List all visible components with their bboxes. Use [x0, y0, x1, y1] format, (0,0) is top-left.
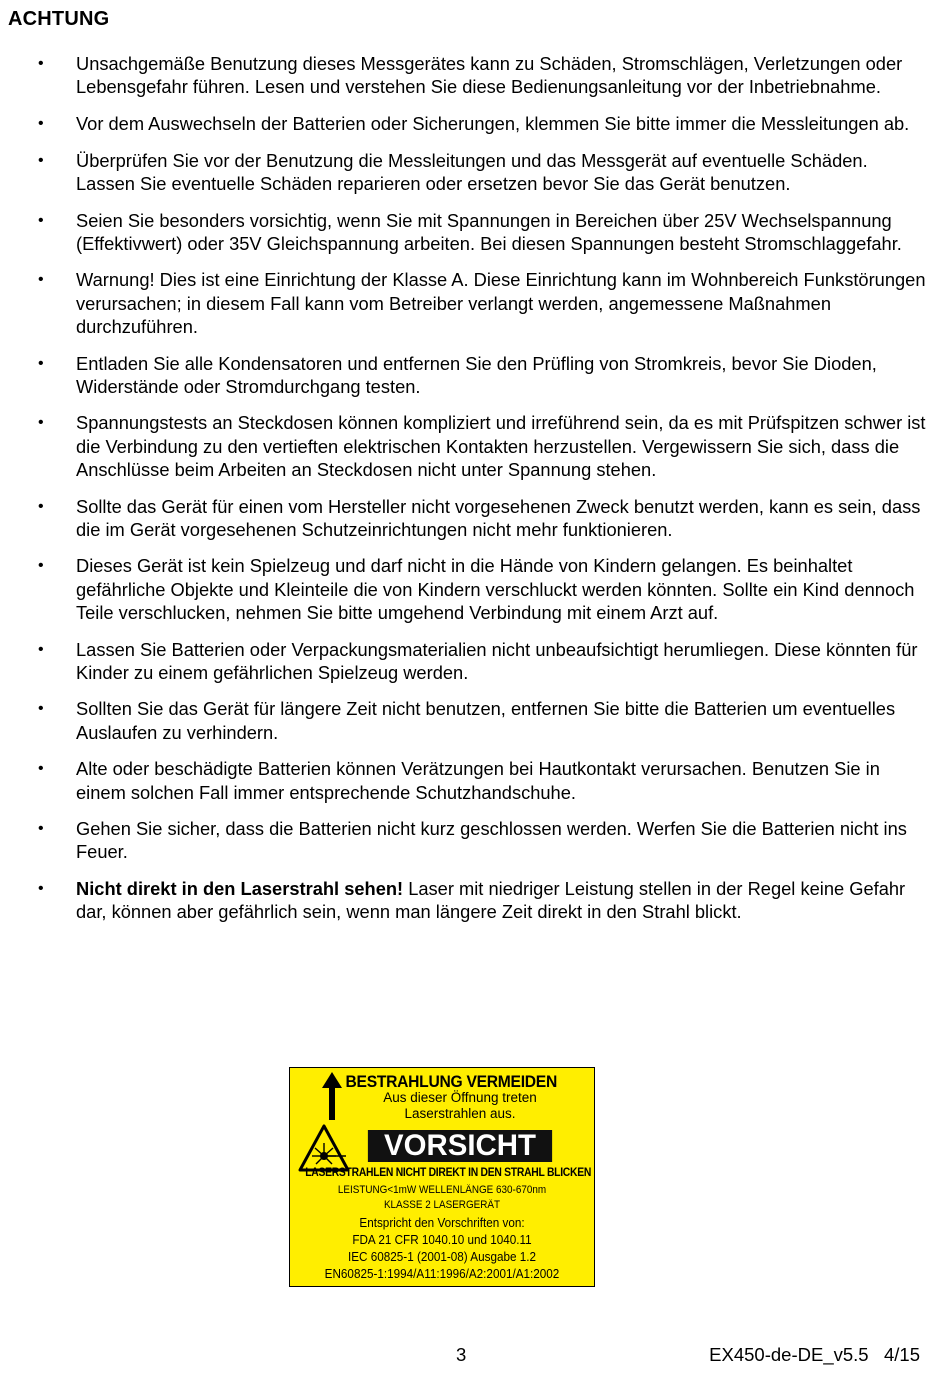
item-text: Laser mit niedriger Leistung stellen in der Regel keine Gefahr dar, können aber gefährlich sein, wenn man längere Zeit direkt in den Strahl blickt. [76, 878, 906, 923]
bullet-icon: • [38, 151, 44, 169]
label-subtitle [360, 1090, 560, 1122]
list-item [38, 638, 928, 684]
list-item [38, 877, 928, 923]
document-id: EX450-de-DE_v5.5 4/15 [709, 1344, 920, 1365]
list-item [38, 209, 928, 255]
label-warning-line: LASERSTRAHLEN NICHT DIREKT IN DEN STRAHL BLICKEN [305, 1167, 592, 1179]
list-item [38, 149, 928, 195]
item-text: Sollten Sie das Gerät für längere Zeit nicht benutzen, entfernen Sie bitte die Batterien um eventuelles Auslaufen zu verhindern. [76, 698, 896, 743]
bullet-icon: • [38, 880, 44, 898]
item-text: Entladen Sie alle Kondensatoren und entfernen Sie den Prüfling von Stromkreis, bevor Sie Dioden, Widerstände oder Stromdurchgang testen. [76, 352, 877, 397]
label-sub-line: Aus dieser Öffnung treten [383, 1090, 537, 1105]
item-text: Sollte das Gerät für einen vom Hersteller nicht vorgesehenen Zweck benutzt werden, kann es sein, dass die im Gerät vorgesehenen Schutzeinrichtungen nicht mehr funktionieren. [76, 495, 921, 540]
list-item [38, 352, 928, 398]
bullet-icon: • [38, 497, 44, 515]
item-text: Überprüfen Sie vor der Benutzung die Messleitungen und das Messgerät auf eventuelle Schäden. Lassen Sie eventuelle Schäden reparieren oder ersetzen bevor Sie das Gerät benutzen. [76, 149, 868, 194]
item-text: Unsachgemäße Benutzung dieses Messgerätes kann zu Schäden, Stromschlägen, Verletzungen oder Lebensgefahr führen. Lesen und verstehen Sie diese Bedienungsanleitung vor der Inbetriebnahme. [76, 53, 903, 98]
page-heading: ACHTUNG [8, 8, 110, 30]
list-item [38, 411, 928, 481]
item-text: Alte oder beschädigte Batterien können Verätzungen bei Hautkontakt verursachen. Benutzen Sie in einem solchen Fall immer entsprechende Schutzhandschuhe. [76, 758, 880, 803]
bullet-icon: • [38, 55, 44, 72]
page-number: 3 [456, 1344, 467, 1365]
list-item [38, 495, 928, 541]
bullet-icon: • [38, 271, 44, 289]
bullet-icon: • [38, 557, 44, 575]
bullet-icon: • [38, 414, 44, 432]
label-standard-line: FDA 21 CFR 1040.10 und 1040.11 [352, 1232, 532, 1247]
caution-banner: VORSICHT [368, 1130, 552, 1162]
list-item [38, 817, 928, 863]
list-item [38, 554, 928, 624]
bullet-icon: • [38, 760, 44, 778]
label-sub-line: Laserstrahlen aus. [404, 1106, 516, 1121]
item-text: Vor dem Auswechseln der Batterien oder Sicherungen, klemmen Sie bitte immer die Messleitungen ab. [76, 112, 910, 134]
list-item [38, 757, 928, 803]
item-bold-text: Nicht direkt in den Laserstrahl sehen! [76, 878, 404, 900]
item-text: Dieses Gerät ist kein Spielzeug und darf nicht in die Hände von Kindern gelangen. Es beinhaltet gefährliche Objekte und Kleinteile die von Kindern verschluckt werden könnten. Sollte ein Kind dennoch Teile verschlucken, nehmen Sie bitte umgehend Verbindung mit einem Arzt auf. [76, 555, 915, 623]
item-text: Seien Sie besonders vorsichtig, wenn Sie mit Spannungen in Bereichen über 25V Wechselspannung (Effektivwert) oder 35V Gleichspannung arbeiten. Bei diesen Spannungen besteht Stromschlaggefahr. [76, 209, 902, 254]
label-compliance-line: Entspricht den Vorschriften von: [359, 1215, 525, 1230]
list-item [38, 112, 928, 135]
label-standard-line: EN60825-1:1994/A11:1996/A2:2001/A1:2002 [324, 1266, 560, 1281]
label-class-line: KLASSE 2 LASERGERÄT [383, 1199, 501, 1211]
bullet-icon: • [38, 211, 44, 229]
list-item [38, 268, 928, 338]
item-text: Lassen Sie Batterien oder Verpackungsmaterialien nicht unbeaufsichtigt herumliegen. Diese könnten für Kinder zu einem gefährlichen Spielzeug werden. [76, 638, 918, 683]
bullet-icon: • [38, 820, 44, 838]
label-title: BESTRAHLUNG VERMEIDEN [345, 1072, 557, 1091]
bullet-icon: • [38, 354, 44, 372]
bullet-icon: • [38, 640, 44, 658]
list-item [38, 52, 928, 98]
bullet-icon: • [38, 114, 44, 132]
label-power-line: LEISTUNG<1mW WELLENLÄNGE 630-670nm [337, 1184, 547, 1196]
item-text: Gehen Sie sicher, dass die Batterien nicht kurz geschlossen werden. Werfen Sie die Batterien nicht ins Feuer. [76, 818, 907, 863]
laser-hazard-icon [298, 1124, 350, 1172]
item-text: Warnung! Dies ist eine Einrichtung der Klasse A. Diese Einrichtung kann im Wohnbereich Funkstörungen verursachen; in diesem Fall kann vom Betreiber verlangt werden, angemessene Maßnahmen durchzuführen. [76, 269, 926, 337]
item-text: Spannungstests an Steckdosen können kompliziert und irreführend sein, da es mit Prüfspitzen schwer ist die Verbindung zu den vertieften elektrischen Kontakten herzustellen. Vergewissern Sie sich, dass die Anschlüsse beim Arbeiten an Steckdosen nicht unter Spannung stehen. [76, 412, 926, 480]
label-standard-line: IEC 60825-1 (2001-08) Ausgabe 1.2 [348, 1249, 536, 1264]
safety-list [38, 52, 928, 937]
laser-warning-label [289, 1067, 595, 1287]
bullet-icon: • [38, 700, 44, 718]
list-item [38, 697, 928, 743]
